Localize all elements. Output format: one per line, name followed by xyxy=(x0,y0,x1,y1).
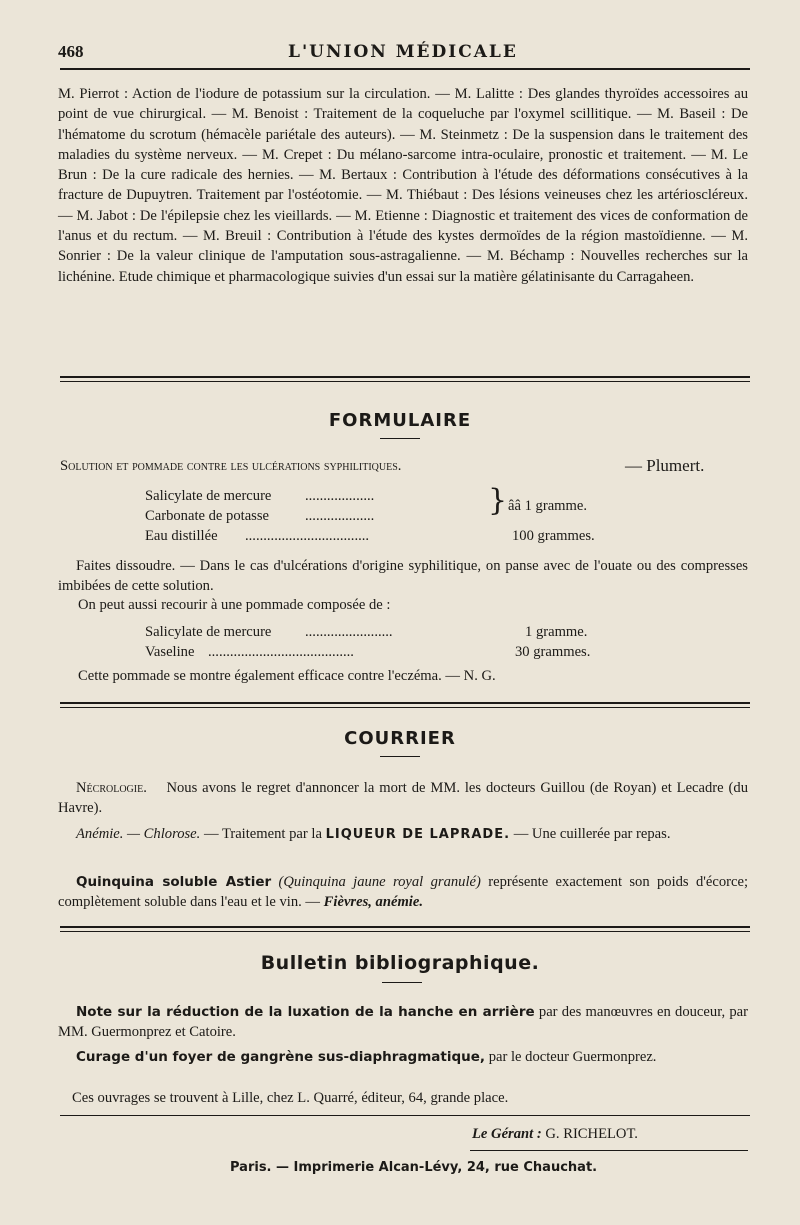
thesis-list-paragraph: M. Pierrot : Action de l'iodure de potassium sur la circulation. — M. Lalitte : Des glandes thyroïdes accessoires au point de vue chirurgical. — M. Benoist : Traitement de la coqueluche par l'oxymel scillitique. — M. Baseil : De l'hématome du scrotum (hémacèle pariétale des auteurs). — M. Steinmetz : De la suspension dans le traitement des maladies du système nerveux. — M. Crepet : Du mélano-sarcome intra-oculaire, pronostic et traitement. — M. Le Brun : De la cure radicale des hernies. — M. Bertaux : Contribution à l'étude des déformations consécutives à la fracture de Dupuytren. Traitement par l'ostéotomie. — M. Thiébaut : Des lésions veineuses chez les artérioscléreux. — M. Jabot : De l'épilepsie chez les vieillards. — M. Etienne : Diagnostic et traitement des vices de conformation de l'anus et du rectum. — M. Breuil : Contribution à l'étude des kystes dermoïdes de la région mastoïdienne. — M. Sonrier : De la valeur clinique de l'amputation sous-astragalienne. — M. Béchamp : Nouvelles recherches sur la lichénine. Etude chimique et pharmacologique suivies d'un essai sur la matière gélatinisante du Carragaheen. xyxy=(58,86,748,285)
quinquina-paren: (Quinquina jaune royal granulé) xyxy=(278,874,481,890)
quinquina-text: représente exactement son poids d'écorce; complètement soluble dans l'eau et le vin. — xyxy=(58,874,749,911)
quinquina-name: Quinquina soluble Astier xyxy=(76,874,272,890)
necrologie-text: Nous avons le regret d'annoncer la mort de MM. les docteurs Guillou (de Royan) et Lecadre (du Havre). xyxy=(58,780,748,817)
section-rule-top xyxy=(60,926,750,928)
necrologie-paragraph xyxy=(58,778,748,820)
formulaire-title-underline xyxy=(380,438,420,439)
bulletin-item-title: Curage d'un foyer de gangrène sus-diaphragmatique, xyxy=(76,1049,486,1065)
ingredient-dots: ................... xyxy=(305,508,375,524)
ingredient-name: Vaseline xyxy=(145,644,195,660)
ingredient-dots: ........................................ xyxy=(208,644,354,660)
footer-short-rule xyxy=(470,1150,748,1151)
anemie-label: Anémie. — Chlorose. xyxy=(76,826,201,842)
formula-instructions: Faites dissoudre. — Dans le cas d'ulcérations d'origine syphilitique, on panse avec de l'ouate ou des compresses imbibées de cette solution. xyxy=(58,558,748,595)
ingredient-quantity: 1 gramme. xyxy=(525,624,588,640)
section-rule-bottom xyxy=(60,381,750,382)
gerant-line xyxy=(472,1126,638,1143)
ingredient-dots: ........................ xyxy=(305,624,393,640)
ingredient-dots: .................................. xyxy=(245,528,370,544)
section-rule-bottom xyxy=(60,707,750,708)
section-rule-top xyxy=(60,702,750,704)
anemie-text-tail: — Une cuillerée par repas. xyxy=(513,826,671,842)
gerant-label: Le Gérant : xyxy=(472,1126,542,1142)
formula-author: — Plumert. xyxy=(625,456,705,475)
gerant-name: G. RICHELOT. xyxy=(545,1126,638,1142)
bulletin-item-rest: par des manœuvres en douceur, par MM. Guermonprez et Catoire. xyxy=(58,1004,748,1041)
ingredient-dots: ................... xyxy=(305,488,375,504)
formula-heading: Solution et pommade contre les ulcérations syphilitiques. xyxy=(60,458,402,474)
bulletin-title-underline xyxy=(382,982,422,983)
running-header xyxy=(58,36,748,66)
journal-title: L'UNION MÉDICALE xyxy=(288,42,518,62)
bulletin-item-title: Note sur la réduction de la luxation de la hanche en arrière xyxy=(76,1004,535,1020)
ingredient-quantity: 30 grammes. xyxy=(515,644,591,660)
footer-rule xyxy=(60,1115,750,1116)
grouping-brace: } xyxy=(488,483,508,518)
ingredient-name: Salicylate de mercure xyxy=(145,488,272,504)
section-rule-bottom xyxy=(60,931,750,932)
necrologie-label: Nécrologie. xyxy=(76,780,147,796)
printer-imprint: Paris. — Imprimerie Alcan-Lévy, 24, rue Chauchat. xyxy=(230,1160,598,1175)
quinquina-tail: Fièvres, anémie. xyxy=(323,894,423,911)
bulletin-availability: Ces ouvrages se trouvent à Lille, chez L. Quarré, éditeur, 64, grande place. xyxy=(72,1090,509,1106)
section-rule-top xyxy=(60,376,750,378)
bulletin-item-rest: par le docteur Guermonprez. xyxy=(488,1049,657,1065)
shared-quantity: ââ 1 gramme. xyxy=(508,498,588,514)
bulletin-item-2 xyxy=(58,1047,748,1089)
pommade-closing: Cette pommade se montre également efficace contre l'eczéma. — N. G. xyxy=(78,668,496,684)
courrier-title: COURRIER xyxy=(344,728,456,749)
ingredient-name: Carbonate de potasse xyxy=(145,508,270,524)
header-rule xyxy=(60,68,750,70)
bulletin-item-1 xyxy=(58,1002,748,1044)
anemie-text: — Traitement par la xyxy=(203,826,322,842)
ingredient-name: Salicylate de mercure xyxy=(145,624,272,640)
formulaire-title: FORMULAIRE xyxy=(328,410,472,431)
pommade-intro: On peut aussi recourir à une pommade composée de : xyxy=(78,597,391,613)
quinquina-paragraph xyxy=(58,872,748,914)
ingredient-name: Eau distillée xyxy=(145,528,218,544)
bulletin-title: Bulletin bibliographique. xyxy=(260,952,540,974)
ingredient-quantity: 100 grammes. xyxy=(512,528,595,544)
courrier-title-underline xyxy=(380,756,420,757)
anemie-paragraph xyxy=(58,824,748,866)
page-number: 468 xyxy=(58,42,84,61)
anemie-product: LIQUEUR DE LAPRADE. xyxy=(325,827,511,842)
